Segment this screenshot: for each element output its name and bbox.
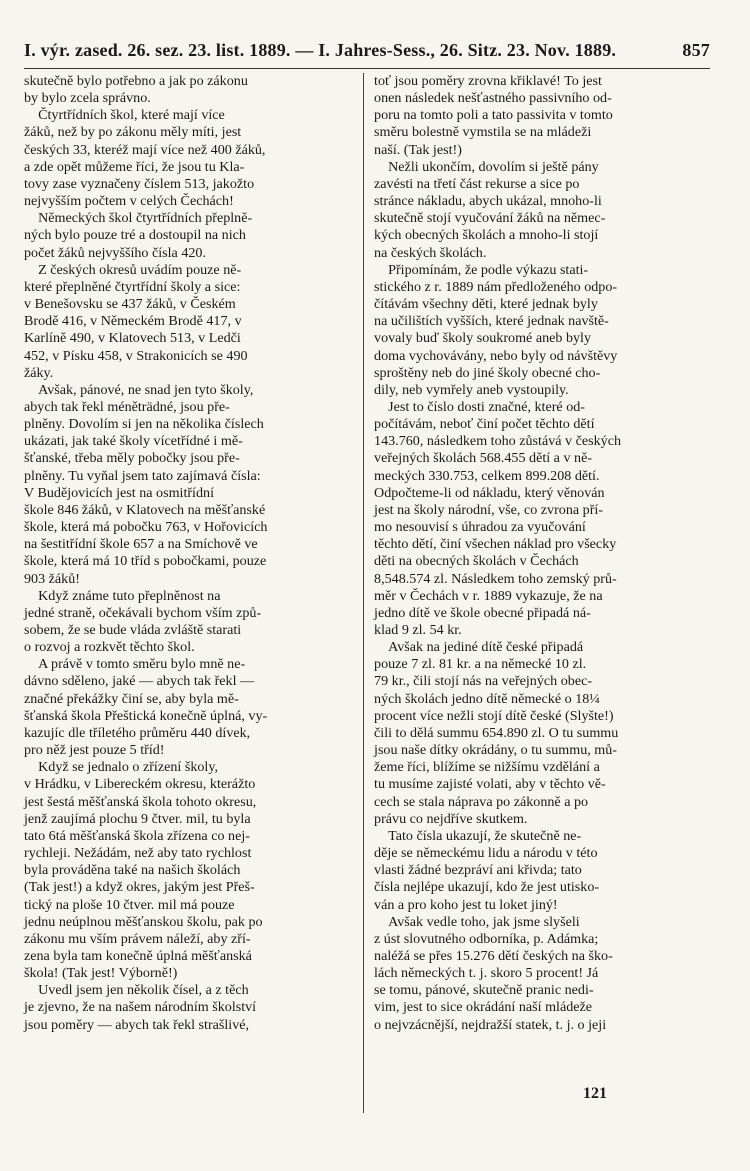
right-paragraph: Avšak vedle toho, jak jsme slyšeli z úst slovutného odborníka, p. Adámka; naléžá se přes 15.276 dětí českých na ško- lách německých t. j. skoro 5 procent! Já se tomu, pánové, skutečně pranic nedi- vim, jest to sice okrádání naší mládeže o nejvzácnější, nejdražší statek, t. j. o jeji	[374, 913, 613, 1033]
left-paragraph: skutečně bylo potřebno a jak po zákonu by bylo zcela správno.	[24, 73, 248, 107]
left-paragraph: Avšak, pánové, ne snad jen tyto školy, abych tak řekl méněträdné, jsou pře- plněny. Dovolím si jen na několika číslech ukázati, jak také školy vícetřídné i mě- šťanské, třeba měly pobočky jsou pře- plněny. Tu vyňal jsem tato zajímavá čísla: V Budějovicích jest na osmitřídní škole 846 žáků, v Klatovech na měšťanské škole, která má pobočku 763, v Hořovicích na šestitřídní škole 657 a na Smíchově ve škole, která má 10 tříd s pobočkami, pouze 903 žáků!	[24, 381, 268, 587]
left-paragraph: Když známe tuto přeplněnost na jedné straně, očekávali bychom vším způ- sobem, že se bude vláda zvláště starati o rozvoj a rozkvět těchto škol.	[24, 587, 262, 656]
left-paragraph: Německých škol čtyrtřídních přeplně- ných bylo pouze tré a dostoupil na nich počet žáků nejvyššího čísla 420.	[24, 210, 253, 261]
header-left: I. výr. zased. 26. sez. 23. list. 1889. — I. Jahres-Sess., 26. Sitz. 23. Nov. 1889.	[24, 40, 617, 60]
left-paragraph: A právě v tomto směru bylo mně ne- dávno sděleno, jaké — abych tak řekl — značné překážky činí se, aby byla mě- šťanská škola Přeštická konečně úplná, vy- kazujíc dle tříletého průměru 440 dívek, pro něž jest pouze 5 tříd!	[24, 656, 268, 759]
running-header	[24, 40, 710, 64]
left-paragraph: Čtyrtřídních škol, které mají více žáků, než by po zákonu měly míti, jest českých 33, kteréž mají více než 400 žáků, a zde opět můžeme říci, že jsou tu Kla- tovy zase vyznačeny číslem 513, jakožto nejvyšším počtem v celých Čechách!	[24, 107, 266, 210]
left-column	[24, 73, 353, 1113]
left-paragraph: Z českých okresů uvádím pouze ně- které přeplněné čtyrtřídní školy a sice: v Benešovsku se 437 žáků, v Českém Brodě 416, v Německém Brodě 417, v Karlíně 490, v Klatovech 513, v Ledči 452, v Písku 458, v Strakonicích se 490 žáky.	[24, 261, 248, 381]
right-paragraph: Nežli ukončím, dovolím si ještě pány zavésti na třetí část rekurse a sice po stránce nákladu, abych ukázal, mnoho-li skutečně stojí vyučování žáků na němec- kých obecných školách a mnoho-li stojí na českých školách.	[374, 158, 606, 261]
column-separator	[363, 73, 364, 1113]
right-paragraph: toť jsou poměry zrovna křiklavé! To jest onen následek nešťastného passivního od- poru na tomto poli a tato passivita v tomto směru bolestně vymstila se na mládeži naší. (Tak jest!)	[374, 73, 613, 158]
text-columns	[24, 73, 710, 1113]
right-column	[374, 73, 710, 1113]
left-paragraph: Uvedl jsem jen několik čísel, a z těch je zjevno, že na našem národním školství jsou poměry — abych tak řekl strašlivé,	[24, 982, 257, 1033]
right-paragraph: Připomínám, že podle výkazu stati- stického z r. 1889 nám předloženého odpo- čítávám všechny děti, které jednak byly na učilištích vyšších, které jednak navště- vovaly buď školy soukromé aneb byly doma vychovávány, nebo byly od návštěvy sproštěny neb do jiné školy obecné cho- dily, neb vymřely aneb vystoupily.	[374, 261, 618, 398]
header-right: 857	[682, 40, 710, 60]
header-rule	[24, 68, 710, 69]
left-paragraph: Když se jednalo o zřízení školy, v Hrádku, v Libereckém okresu, kterážto jest šestá měšťanská škola tohoto okresu, jenž zaujímá plochu 9 čtver. mil, tu byla tato 6tá měšťanská škola zřízena co nej- rychleji. Nežádám, než aby tato rychlost byla prováděna také na našich školách (Tak jest!) a když okres, jakým jest Přeš- tický na ploše 10 čtver. mil má pouze jednu neúplnou měšťanskou školu, pak po zákonu mu vším právem náleží, aby zří- zena byla tam konečně úplná měšťanská škola! (Tak jest! Výborně!)	[24, 759, 263, 982]
right-paragraph: Tato čísla ukazují, že skutečně ne- děje se německému lidu a národu v této vlasti žádné bezpráví ani křivda; tato čísla nejlépe ukazují, kdo že jest utisko- ván a pro koho jest tu loket jiný!	[374, 827, 600, 913]
right-paragraph: Jest to číslo dosti značné, které od- počítávám, neboť činí počet těchto dětí 143.760, následkem toho zůstává v českých veřejných školách 568.455 dětí a v ně- meckých 330.753, celkem 899.208 dětí. Odpočteme-li od nákladu, který věnován jest na školy národní, vše, co zvrona pří- mo nesouvisí s úhradou za vyučování těchto dětí, činí všechen náklad pro všecky děti na obecných školách v Čechách 8,548.574 zl. Následkem toho zemský prů- měr v Čechách v r. 1889 vykazuje, že na jedno dítě ve škole obecné připadá ná- klad 9 zl. 54 kr.	[374, 398, 622, 638]
right-paragraph: Avšak na jediné dítě české připadá pouze 7 zl. 81 kr. a na německé 10 zl. 79 kr., čili stojí nás na veřejných obec- ných školách jedno dítě německé o 18¼ procent více nežli stojí dítě české (Slyšte!) čili to dělá summu 654.890 zl. O tu summu jsou naše dítky okrádány, o tu summu, mů- žeme říci, blížíme se nižšímu vzdělání a tu musíme zajisté volati, aby v těchto vě- cech se stala náprava po zákonně a po právu co nejdříve skutkem.	[374, 639, 619, 827]
page-signature: 121	[583, 1085, 607, 1102]
